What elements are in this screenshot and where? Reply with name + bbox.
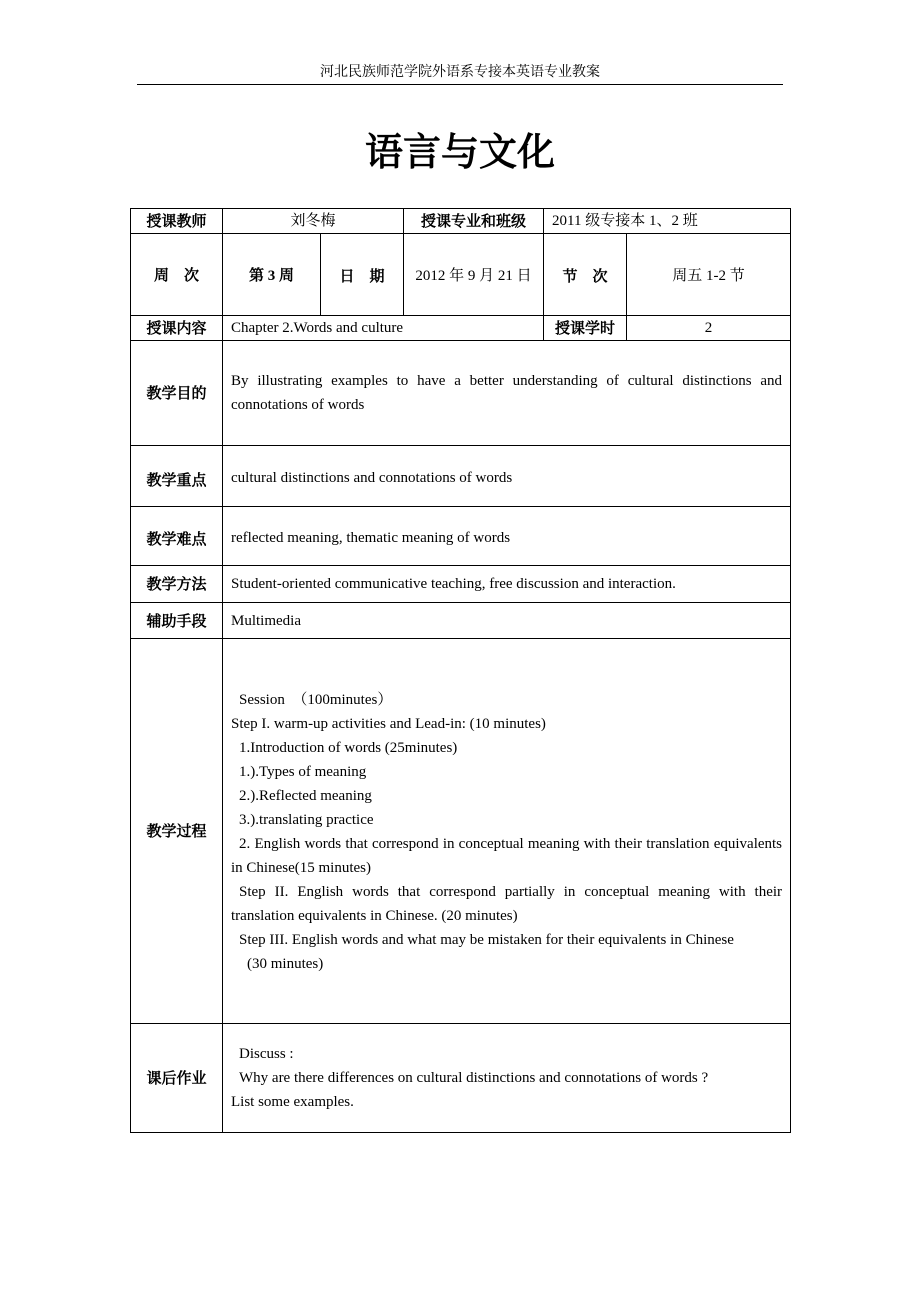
objective-label: 教学目的	[131, 341, 223, 446]
homework-row	[131, 1024, 791, 1133]
homework-content	[223, 1024, 791, 1133]
difficulty-row	[131, 507, 791, 566]
content-row	[131, 316, 791, 341]
process-line: (30 minutes)	[247, 955, 324, 972]
content-value: Chapter 2.Words and culture	[223, 316, 544, 341]
method-label: 教学方法	[131, 566, 223, 603]
process-label: 教学过程	[131, 639, 223, 1024]
key-label: 教学重点	[131, 446, 223, 507]
week-value: 第 3 周	[223, 234, 321, 316]
process-line: 2. English words that correspond in conceptual meaning with their translation equivalents in Chinese(15 minutes)	[231, 835, 783, 876]
process-line: Step I. warm-up activities and Lead-in: (10 minutes)	[231, 715, 546, 732]
homework-line: Discuss :	[239, 1046, 294, 1062]
major-label: 授课专业和班级	[404, 209, 544, 234]
key-row	[131, 446, 791, 507]
hours-value: 2	[627, 316, 791, 341]
difficulty-value: reflected meaning, thematic meaning of words	[223, 507, 791, 566]
objective-row	[131, 341, 791, 446]
process-line: 3.).translating practice	[239, 811, 374, 828]
lesson-plan-table	[130, 208, 791, 1133]
method-row	[131, 566, 791, 603]
header-rule	[137, 84, 783, 85]
aids-label: 辅助手段	[131, 603, 223, 639]
key-value: cultural distinctions and connotations of words	[223, 446, 791, 507]
aids-value: Multimedia	[223, 603, 791, 639]
process-content	[223, 639, 791, 1024]
teacher-value: 刘冬梅	[223, 209, 404, 234]
process-row	[131, 639, 791, 1024]
objective-value: By illustrating examples to have a better understanding of cultural distinctions and connotations of words	[223, 341, 791, 446]
process-line: 1.).Types of meaning	[239, 763, 367, 780]
process-line: Session （100minutes）	[239, 691, 393, 708]
difficulty-label: 教学难点	[131, 507, 223, 566]
content-label: 授课内容	[131, 316, 223, 341]
process-line: 2.).Reflected meaning	[239, 787, 372, 804]
process-line: 1.Introduction of words (25minutes)	[239, 739, 458, 756]
aids-row	[131, 603, 791, 639]
document-title: 语言与文化	[364, 130, 555, 174]
homework-line: List some examples.	[231, 1094, 354, 1110]
section-label: 节 次	[544, 234, 627, 316]
process-line: Step II. English words that correspond partially in conceptual meaning with their translation equivalents in Chinese. (20 minutes)	[231, 883, 783, 924]
method-value: Student-oriented communicative teaching, free discussion and interaction.	[223, 566, 791, 603]
week-row	[131, 234, 791, 316]
homework-line: Why are there differences on cultural distinctions and connotations of words ?	[239, 1070, 709, 1086]
week-label: 周 次	[131, 234, 223, 316]
hours-label: 授课学时	[544, 316, 627, 341]
teacher-row	[131, 209, 791, 234]
date-label: 日 期	[321, 234, 404, 316]
teacher-label: 授课教师	[131, 209, 223, 234]
homework-label: 课后作业	[131, 1024, 223, 1133]
date-value: 2012 年 9 月 21 日	[404, 234, 544, 316]
page-header: 河北民族师范学院外语系专接本英语专业教案	[320, 65, 600, 80]
major-value: 2011 级专接本 1、2 班	[544, 209, 791, 234]
process-line: Step III. English words and what may be mistaken for their equivalents in Chinese	[239, 931, 734, 948]
section-value: 周五 1-2 节	[627, 234, 791, 316]
